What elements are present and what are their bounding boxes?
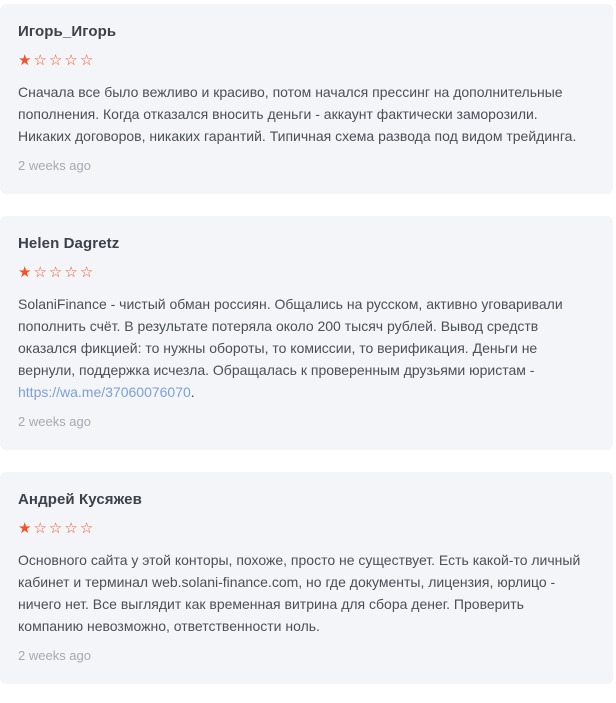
review-date: 2 weeks ago bbox=[18, 414, 91, 429]
star-rating bbox=[18, 521, 595, 536]
review-text-segment: . bbox=[190, 384, 195, 400]
star-empty-icon: ☆ bbox=[79, 520, 96, 537]
star-rating bbox=[18, 265, 595, 280]
star-empty-icon: ☆ bbox=[33, 264, 49, 281]
review-date: 2 weeks ago bbox=[18, 648, 91, 663]
review-date: 2 weeks ago bbox=[18, 158, 91, 173]
review-author: Helen Dagretz bbox=[18, 235, 120, 252]
review-author: Игорь_Игорь bbox=[18, 23, 117, 40]
star-empty-icon: ☆ bbox=[64, 264, 80, 281]
star-filled-icon: ★ bbox=[18, 520, 34, 537]
review-card bbox=[0, 4, 613, 194]
review-text-segment: Основного сайта у этой конторы, похоже, просто не существует. Есть какой-то личный кабинет и терминал web.solani-finance.com, но где документы, лицензия, юрлицо - ничего нет. Все выглядит как временная витрина для сбора денег. Проверить компанию невозможно, ответственности ноль. bbox=[18, 552, 581, 634]
star-empty-icon: ☆ bbox=[48, 264, 65, 281]
star-empty-icon: ☆ bbox=[48, 520, 65, 537]
review-text bbox=[18, 549, 591, 637]
whatsapp-link[interactable]: https://wa.me/37060076070 bbox=[18, 384, 191, 400]
star-filled-icon: ★ bbox=[18, 264, 34, 281]
star-empty-icon: ☆ bbox=[79, 264, 96, 281]
review-card bbox=[0, 472, 613, 684]
star-empty-icon: ☆ bbox=[79, 52, 96, 69]
star-filled-icon: ★ bbox=[18, 52, 34, 69]
review-text-segment: Сначала все было вежливо и красиво, потом начался прессинг на дополнительные пополнения. Когда отказался вносить деньги - аккаунт фактически заморозили. Никаких договоров, никаких гарантий. Типичная схема развода под видом трейдинга. bbox=[18, 84, 577, 144]
star-empty-icon: ☆ bbox=[33, 52, 49, 69]
review-text-segment: SolaniFinance - чистый обман россиян. Общались на русском, активно уговаривали пополнить счёт. В результате потеряла около 200 тысяч рублей. Вывод средств оказался фикцией: то нужны обороты, то комиссии, то верификация. Деньги не вернули, поддержка исчезла. Обращалась к проверенным друзьями юристам - bbox=[18, 296, 563, 378]
review-text bbox=[18, 81, 591, 147]
star-empty-icon: ☆ bbox=[48, 52, 65, 69]
star-rating bbox=[18, 53, 595, 68]
review-text bbox=[18, 293, 591, 403]
star-empty-icon: ☆ bbox=[64, 520, 80, 537]
review-card bbox=[0, 216, 613, 450]
star-empty-icon: ☆ bbox=[64, 52, 80, 69]
reviews-list bbox=[0, 4, 613, 684]
star-empty-icon: ☆ bbox=[33, 520, 49, 537]
review-author: Андрей Кусяжев bbox=[18, 491, 142, 508]
